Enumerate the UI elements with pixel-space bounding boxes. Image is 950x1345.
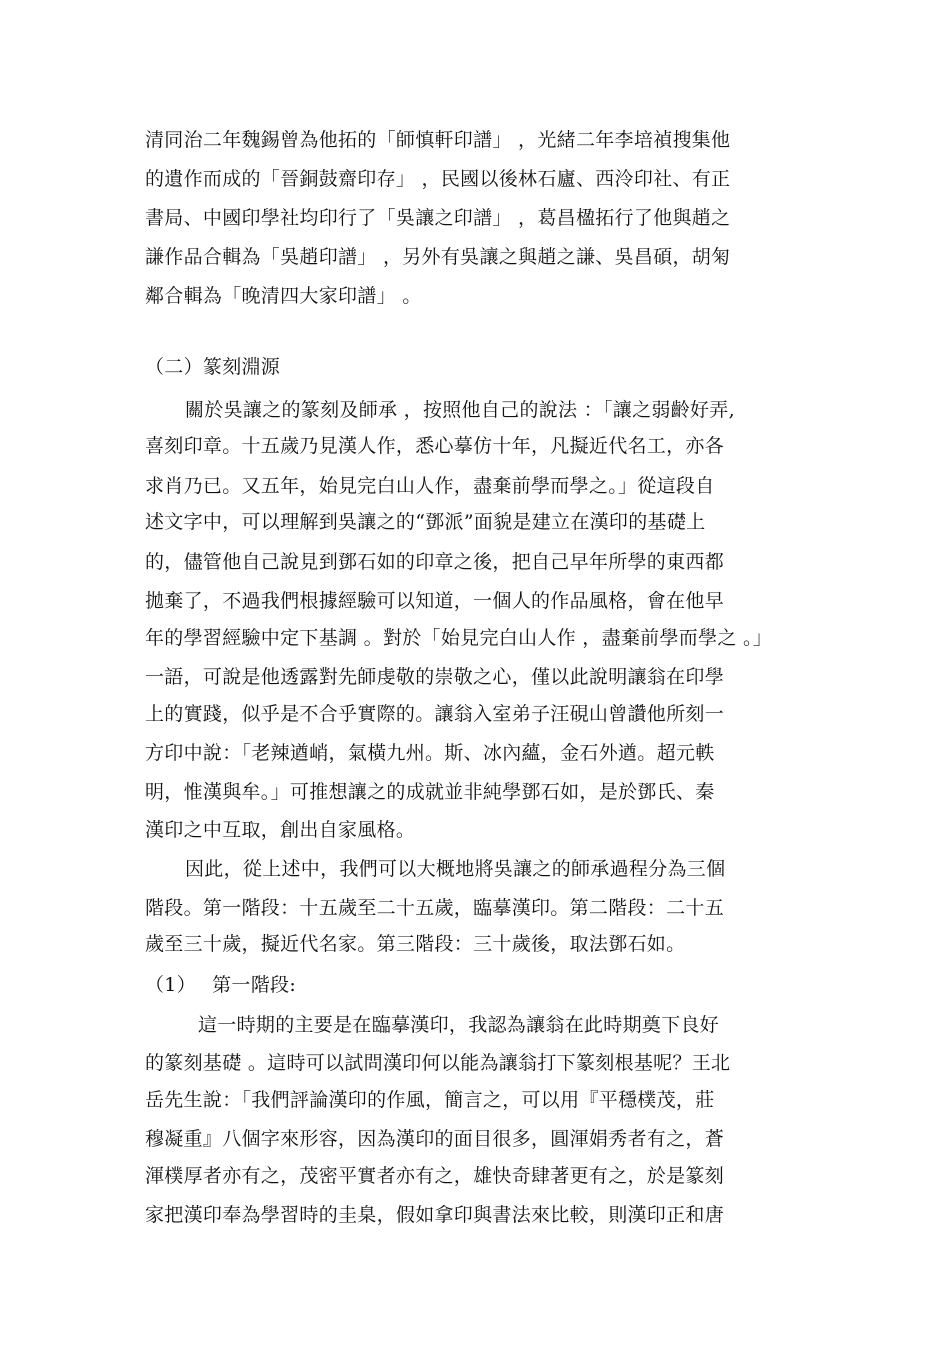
text-line: 階段。第一階段：十五歲至二十五歲，臨摹漢印。第二階段：二十五: [145, 897, 725, 919]
text-line: 岳先生說：「我們評論漢印的作風，簡言之，可以用『平穩樸茂，莊: [145, 1089, 715, 1111]
text-line: 漢印之中互取，創出自家風格。: [145, 819, 416, 841]
text-line: 家把漢印奉為學習時的圭臬，假如拿印與書法來比較，則漢印正和唐: [145, 1204, 725, 1226]
text-line: 年的學習經驗中定下基調 。對於「始見完白山人作 ，盡棄前學而學之 。」: [145, 627, 773, 649]
text-line: 穆凝重』八個字來形容，因為漢印的面目很多，圓渾娟秀者有之，蒼: [145, 1128, 725, 1150]
text-line: 上的實踐，似乎是不合乎實際的。讓翁入室弟子汪硯山曾讚他所刻一: [145, 703, 725, 725]
text-line: 的遺作而成的「晉銅鼓齋印存」 ，民國以後林石廬、西泠印社、有正: [145, 168, 731, 190]
text-line: 因此，從上述中，我們可以大概地將吳讓之的師承過程分為三個: [185, 858, 726, 880]
text-line: 這一時期的主要是在臨摹漢印，我認為讓翁在此時期奠下良好: [198, 1014, 720, 1036]
text-line: 方印中說：「老辣遒峭，氣橫九州。斯、冰內蘊，金石外遒。超元軼: [145, 742, 715, 764]
text-line: 歲至三十歲，擬近代名家。第三階段：三十歲後，取法鄧石如。: [145, 933, 686, 955]
subsection-heading: （1） 第一階段:: [145, 974, 297, 996]
text-line: 拋棄了，不過我們根據經驗可以知道，一個人的作品風格，會在他早: [145, 590, 725, 612]
text-line: 一語，可說是他透露對先師虔敬的崇敬之心，僅以此說明讓翁在印學: [145, 666, 725, 688]
text-line: 清同治二年魏錫曾為他拓的「師慎軒印譜」 ，光緒二年李培禎搜集他: [145, 129, 731, 151]
section-heading: （二）篆刻淵源: [145, 356, 281, 378]
text-line: 喜刻印章。十五歲乃見漢人作，悉心摹仿十年，凡擬近代名工，亦各: [145, 435, 725, 457]
text-line: 的，儘管他自己說見到鄧石如的印章之後，把自己早年所學的東西都: [145, 551, 725, 573]
text-line: 的篆刻基礎 。這時可以試問漢印何以能為讓翁打下篆刻根基呢？王北: [145, 1052, 731, 1074]
text-line: 關於吳讓之的篆刻及師承 ，按照他自己的說法 ：「讓之弱齡好弄,: [185, 399, 735, 421]
text-line: 述文字中，可以理解到吳讓之的“鄧派”面貌是建立在漢印的基礎上: [145, 511, 706, 533]
text-line: 書局、中國印學社均印行了「吳讓之印譜」 ，葛昌楹拓行了他與趙之: [145, 207, 731, 229]
text-line: 明，惟漢與牟。」可推想讓之的成就並非純學鄧石如，是於鄧氏、秦: [145, 781, 715, 803]
text-line: 求肖乃已。又五年，始見完白山人作，盡棄前學而學之。」從這段自: [145, 475, 715, 497]
text-line: 謙作品合輯為「吳趙印譜」 ，另外有吳讓之與趙之謙、吳昌碩，胡匊: [145, 246, 731, 268]
text-line: 鄰合輯為「晚清四大家印譜」 。: [145, 285, 422, 307]
text-line: 渾樸厚者亦有之，茂密平實者亦有之，雄快奇肆著更有之，於是篆刻: [145, 1165, 725, 1187]
